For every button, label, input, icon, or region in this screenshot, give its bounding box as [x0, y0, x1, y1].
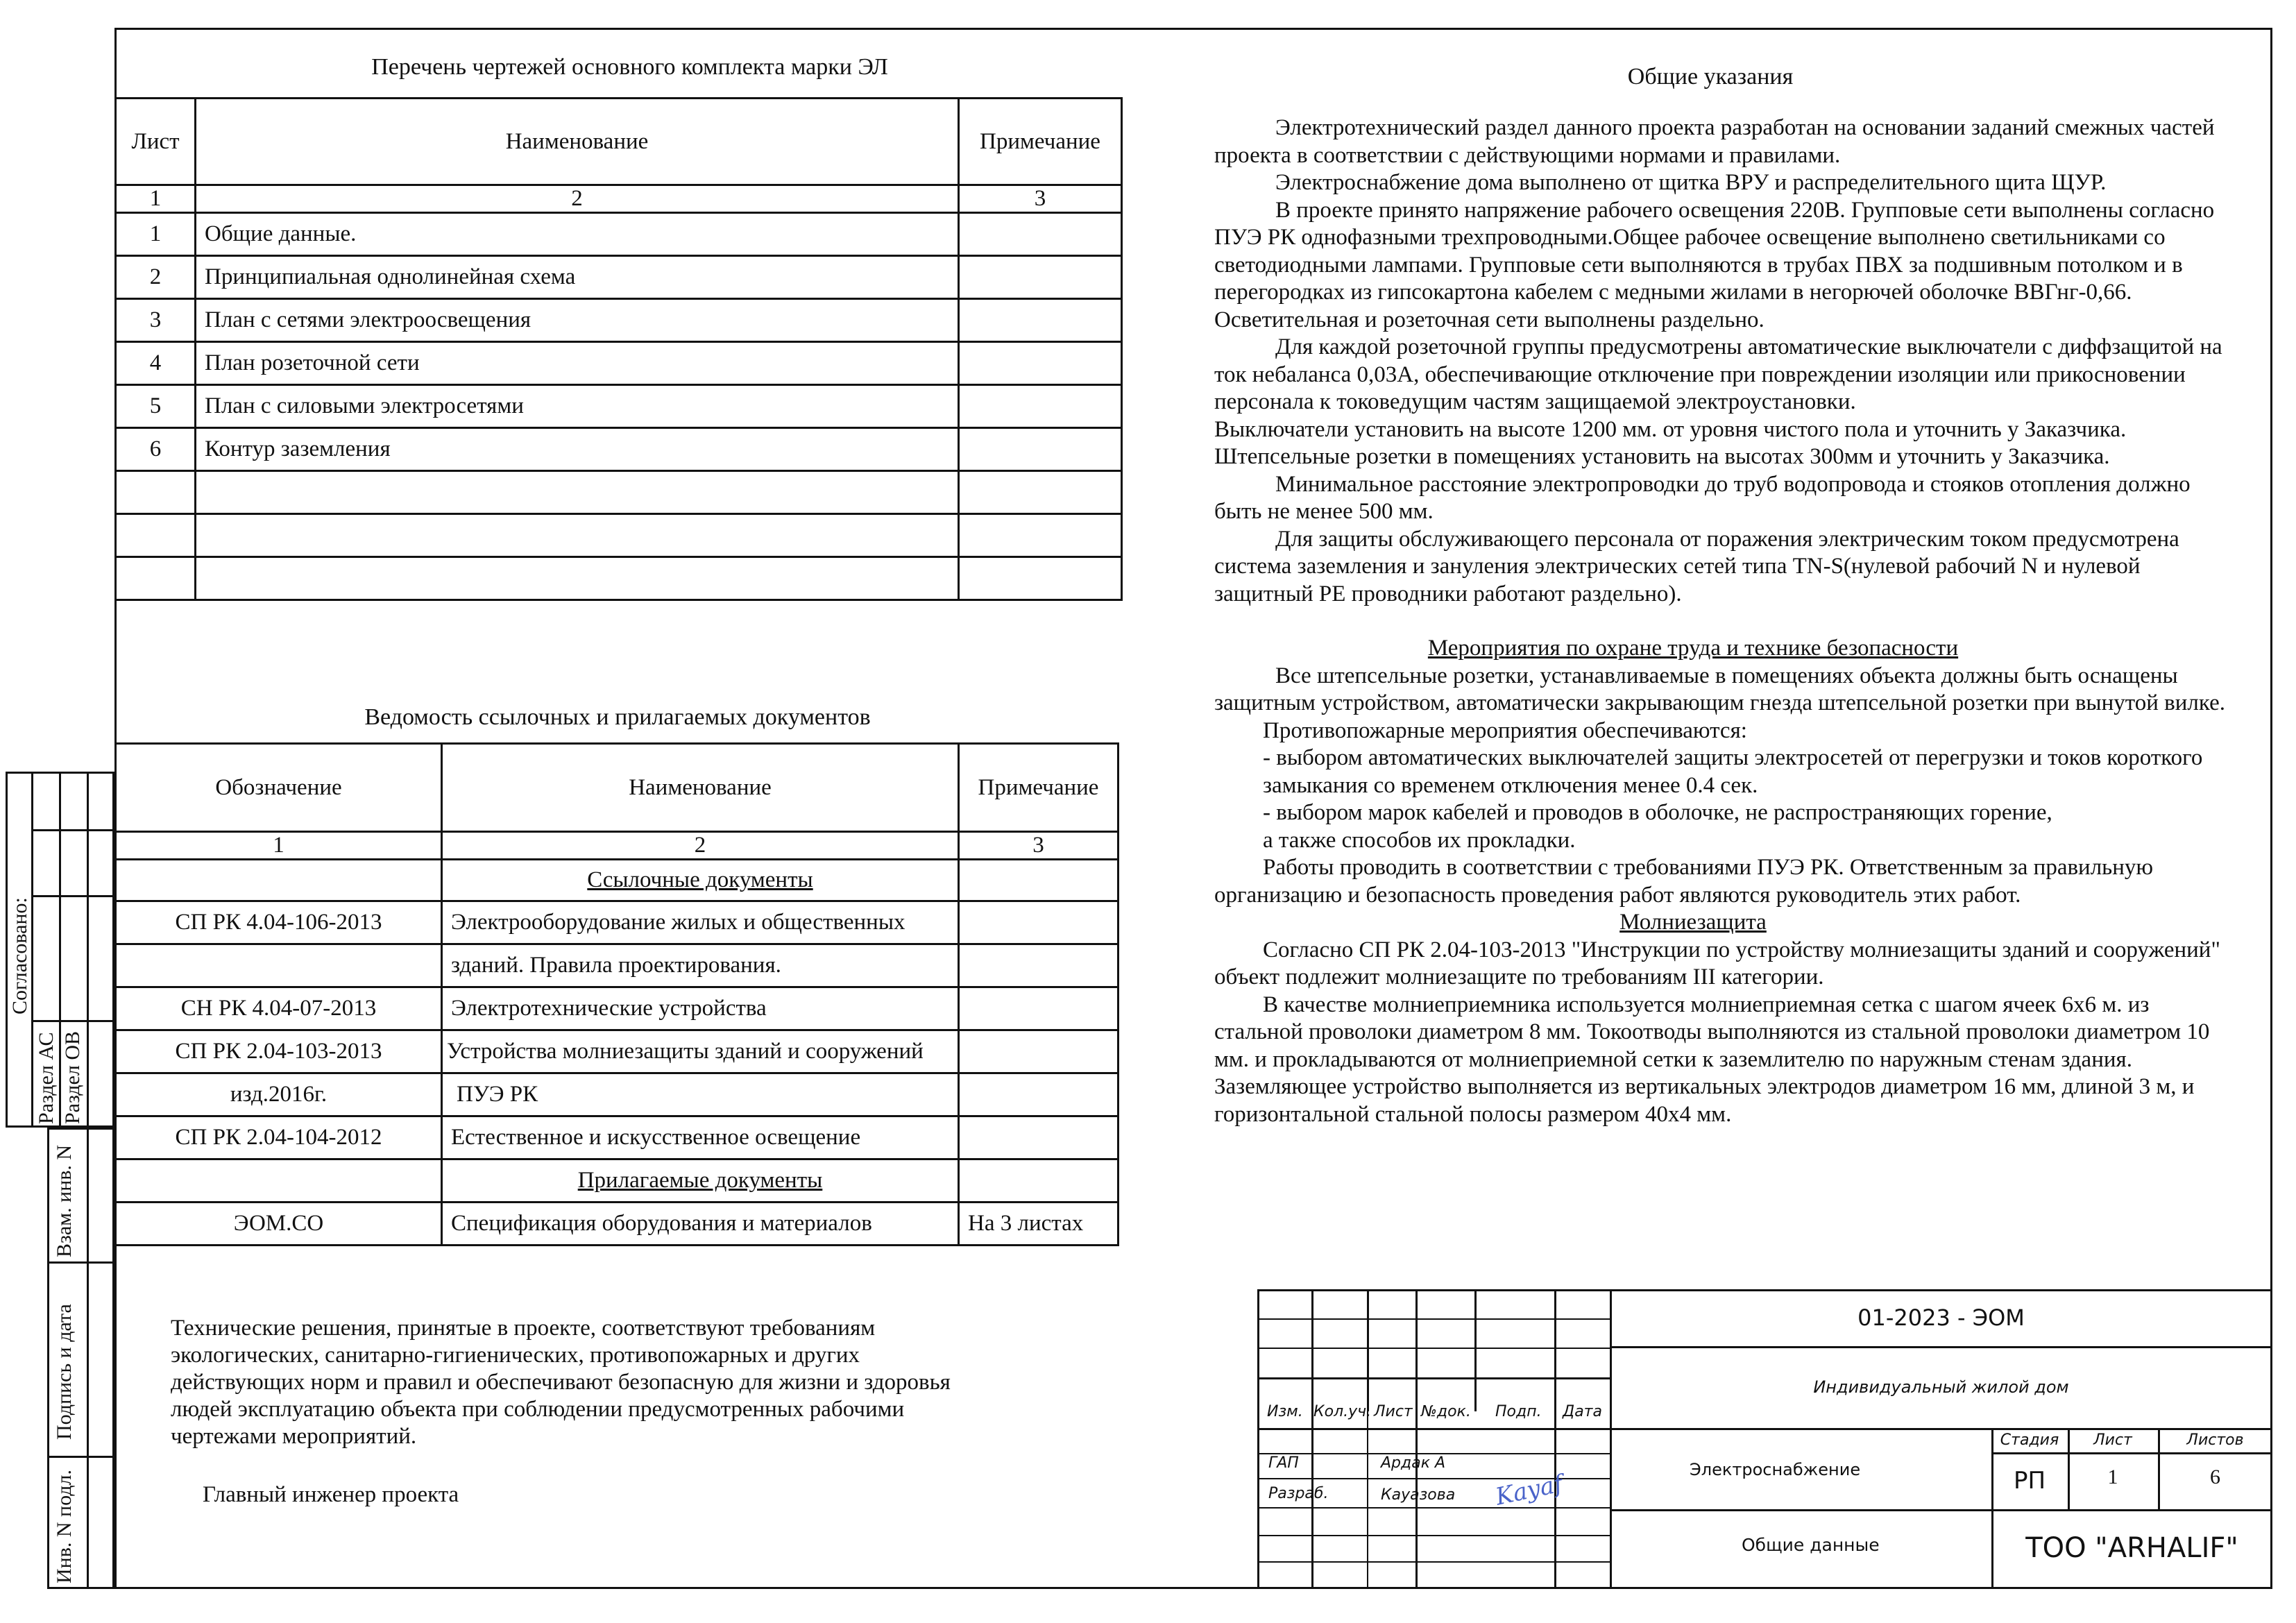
col-number: 1: [116, 832, 442, 860]
section-ov-label: Раздел ОВ: [61, 1030, 84, 1124]
col-number: 2: [442, 832, 959, 860]
header-name: Наименование: [442, 744, 959, 832]
cell-note: [959, 213, 1122, 256]
cell-note: [959, 514, 1122, 557]
compliance-statement: Технические решения, принятые в проекте, соответствуют требованиям экологических, санитарно-гигиенических, противопожарных и других действующих норм и правил и обеспечивают безопасную для жизни и здоровья людей эксплуатацию объекта при соблюдении предусмотренных рабочими чертежами мероприятий.: [171, 1316, 951, 1449]
stage-label: Стадия: [2000, 1431, 2059, 1449]
table-row: [116, 1116, 1119, 1159]
note-paragraph: Все штепсельные розетки, устанавливаемые в помещениях объекта должны быть оснащены защитным устройством, автоматически закрывающим гнезда штепсельной розетки при вынутой вилке.: [1214, 663, 2225, 715]
stamp-col-date: Дата: [1563, 1403, 1602, 1420]
role-dev-name: Кауазова: [1381, 1486, 1456, 1504]
table-row: [116, 987, 1119, 1030]
object-name: Индивидуальный жилой дом: [1813, 1377, 2069, 1397]
cell-name: [196, 471, 959, 514]
table-row: [116, 1030, 1119, 1073]
stamp-col-kol: Кол.уч.: [1313, 1403, 1372, 1420]
section-att-label: Прилагаемые документы: [577, 1168, 823, 1193]
cell-code: ЭОМ.СО: [116, 1203, 442, 1246]
cell-name: [196, 514, 959, 557]
stage-value: РП: [2013, 1467, 2046, 1495]
drawings-list-table: [114, 97, 1123, 601]
signature: Kayaf: [1493, 1470, 1565, 1511]
cell-name: Контур заземления: [196, 428, 959, 471]
cell-code: [116, 944, 442, 987]
col-number: 3: [959, 832, 1119, 860]
cell-note: [959, 471, 1122, 514]
cell-name: Спецификация оборудования и материалов: [442, 1203, 959, 1246]
section-ac-label: Раздел АС: [35, 1032, 58, 1124]
header-code: Обозначение: [116, 744, 442, 832]
references-title: Ведомость ссылочных и прилагаемых документов: [364, 704, 871, 730]
cell-code: СП РК 2.04-103-2013: [116, 1030, 442, 1073]
cell-name: Устройства молниезащиты зданий и сооружений: [442, 1030, 959, 1073]
col-number: 1: [116, 185, 196, 213]
agreed-label: Согласовано:: [8, 897, 31, 1014]
col-number: 3: [959, 185, 1122, 213]
cell-name: Электротехнические устройства: [442, 987, 959, 1030]
role-dev: Разраб.: [1268, 1485, 1329, 1502]
references-table: [114, 742, 1119, 1246]
note-paragraph: Электроснабжение дома выполнено от щитка ВРУ и распределительного щита ЩУР.: [1275, 170, 2107, 195]
cell-name: План с силовыми электросетями: [196, 385, 959, 428]
note-paragraph: Электротехнический раздел данного проекта разработан на основании заданий смежных частей проекта в соответствии с действующими нормами и правилами.: [1214, 115, 2215, 168]
note-paragraph: Заземляющее устройство выполняется из вертикальных электродов диаметром 16 мм, длиной 3 м, и горизонтальной стальной полосы размером 40х4 мм.: [1214, 1074, 2195, 1127]
cell-name: План с сетями электроосвещения: [196, 299, 959, 342]
table-row: [116, 299, 1122, 342]
cell-note: [959, 901, 1119, 944]
table-row: [116, 1073, 1119, 1116]
table-row: [116, 256, 1122, 299]
sheets-value: 6: [2210, 1465, 2220, 1488]
stamp-col-sign: Подп.: [1495, 1403, 1542, 1420]
role-gap: ГАП: [1268, 1454, 1299, 1472]
note-paragraph: Минимальное расстояние электропроводки до труб водопровода и стояков отопления должно быть не менее 500 мм.: [1214, 471, 2191, 524]
company-name: ТОО "ARHALIF": [2025, 1532, 2238, 1564]
role-gap-name: Ардак А: [1381, 1454, 1446, 1472]
note-paragraph: Для каждой розеточной группы предусмотрены автоматические выключатели с диффзащитой на ток небаланса 0,03А, обеспечивающие отключение при повреждении изоляции или прикосновении персонала к токоведущим частям защищаемой электроустановки.: [1214, 334, 2222, 414]
table-row: [116, 385, 1122, 428]
general-notes: [1214, 114, 2227, 1128]
section-ref-label: Ссылочные документы: [587, 867, 813, 892]
stamp-col-doc: №док.: [1421, 1403, 1471, 1420]
note-paragraph: а также способов их прокладки.: [1263, 827, 1576, 853]
cell-sheet: 1: [116, 213, 196, 256]
cell-note: [959, 385, 1122, 428]
cell-note: [959, 1073, 1119, 1116]
note-paragraph: - выбором марок кабелей и проводов в оболочке, не распространяющих горение,: [1263, 800, 2052, 825]
sheets-label: Листов: [2186, 1431, 2244, 1449]
stamp-col-izm: Изм.: [1267, 1403, 1303, 1420]
cell-code: изд.2016г.: [116, 1073, 442, 1116]
cell-note: [959, 1030, 1119, 1073]
table-row: [116, 901, 1119, 944]
cell-note: [959, 987, 1119, 1030]
project-code: 01-2023 - ЭОМ: [1857, 1305, 2025, 1331]
cell-sheet: 3: [116, 299, 196, 342]
cell-note: [959, 944, 1119, 987]
header-name: Наименование: [196, 99, 959, 185]
cell-name: Естественное и искусственное освещение: [442, 1116, 959, 1159]
cell-name: зданий. Правила проектирования.: [442, 944, 959, 987]
note-paragraph: Для защиты обслуживающего персонала от поражения электрическим током предусмотрена система заземления и зануления электрических сетей типа TN-S(нулевой рабочий N и нулевой защитный PE проводники работают раздельно).: [1214, 526, 2179, 606]
note-paragraph: Штепсельные розетки в помещениях установить на высотах 300мм и уточнить у Заказчика.: [1214, 444, 2110, 469]
cell-sheet: [116, 471, 196, 514]
sheet-value: 1: [2107, 1465, 2118, 1488]
safety-title: Мероприятия по охране труда и технике безопасности: [1427, 636, 1959, 661]
note-paragraph: В качестве молниеприемника используется молниеприемная сетка с шагом ячеек 6х6 м. из стальной проволоки диаметром 8 мм. Токоотводы выполняются из стальной проволоки диаметром 10 мм. и прокладываются от молниеприемной сетки к заземлителю по наружным стенам здания.: [1214, 992, 2210, 1072]
col-number: 2: [196, 185, 959, 213]
chief-engineer-label: Главный инженер проекта: [203, 1482, 459, 1507]
cell-sheet: 6: [116, 428, 196, 471]
note-paragraph: Согласно СП РК 2.04-103-2013 "Инструкции по устройству молниезащиты зданий и сооружений" объект подлежит молниезащите по требованиям III категории.: [1214, 937, 2220, 989]
cell-sheet: 2: [116, 256, 196, 299]
cell-name: [196, 557, 959, 600]
cell-note: [959, 256, 1122, 299]
table-row: [116, 342, 1122, 385]
cell-code: СН РК 4.04-07-2013: [116, 987, 442, 1030]
stamp-col-list: Лист: [1374, 1403, 1413, 1420]
cell-code: СП РК 2.04-104-2012: [116, 1116, 442, 1159]
table-row: [116, 428, 1122, 471]
cell-sheet: 4: [116, 342, 196, 385]
cell-note: [959, 1116, 1119, 1159]
cell-note: [959, 342, 1122, 385]
notes-title: Общие указания: [1627, 64, 1794, 90]
table-row: [116, 514, 1122, 557]
note-paragraph: - выбором автоматических выключателей защиты электросетей от перегрузки и токов короткого замыкания со временем отключения менее 0.4 сек.: [1263, 745, 2203, 798]
section-name: Электроснабжение: [1690, 1460, 1861, 1479]
table-row: [116, 1203, 1119, 1246]
cell-sheet: [116, 557, 196, 600]
cell-note: На 3 листах: [959, 1203, 1119, 1246]
cell-note: [959, 299, 1122, 342]
cell-name: План розеточной сети: [196, 342, 959, 385]
cell-note: [959, 557, 1122, 600]
table-row: [116, 557, 1122, 600]
inv-orig-label: Инв. N подл.: [53, 1470, 76, 1583]
note-paragraph: Работы проводить в соответствии с требованиями ПУЭ РК. Ответственным за правильную организацию и безопасность проведения работ являются руководитель этих работ.: [1214, 855, 2154, 908]
cell-name: Электрооборудование жилых и общественных: [442, 901, 959, 944]
replace-inv-label: Взам. инв. N: [53, 1144, 76, 1257]
sign-date-label: Подпись и дата: [53, 1304, 76, 1440]
header-note: Примечание: [959, 744, 1119, 832]
cell-name: Принципиальная однолинейная схема: [196, 256, 959, 299]
lightning-title: Молниезащита: [1619, 910, 1767, 935]
table-row: [116, 944, 1119, 987]
header-note: Примечание: [959, 99, 1122, 185]
note-paragraph: Выключатели установить на высоте 1200 мм. от уровня чистого пола и уточнить у Заказчика.: [1214, 416, 2127, 442]
header-sheet: Лист: [116, 99, 196, 185]
note-paragraph: В проекте принято напряжение рабочего освещения 220В. Групповые сети выполнены согласно ПУЭ РК однофазными трехпроводными.Общее рабочее освещение выполнено светильниками со светодиодными лампами. Групповые сети выполняются в трубах ПВХ за подшивным потолком и в перегородках из гипсокартона кабелем с медными жилами в негорючей оболочке ВВГнг-0,66. Осветительная и розеточная сети выполнены раздельно.: [1214, 197, 2215, 332]
cell-sheet: [116, 514, 196, 557]
cell-name: ПУЭ РК: [442, 1073, 959, 1116]
cell-name: Общие данные.: [196, 213, 959, 256]
cell-sheet: 5: [116, 385, 196, 428]
note-paragraph: Противопожарные мероприятия обеспечиваются:: [1263, 717, 1747, 743]
table-row: [116, 471, 1122, 514]
cell-note: [959, 428, 1122, 471]
sheet-title: Общие данные: [1742, 1535, 1880, 1555]
cell-code: СП РК 4.04-106-2013: [116, 901, 442, 944]
sheet-label: Лист: [2093, 1431, 2132, 1449]
table-row: [116, 213, 1122, 256]
drawings-list-title: Перечень чертежей основного комплекта марки ЭЛ: [371, 54, 888, 80]
